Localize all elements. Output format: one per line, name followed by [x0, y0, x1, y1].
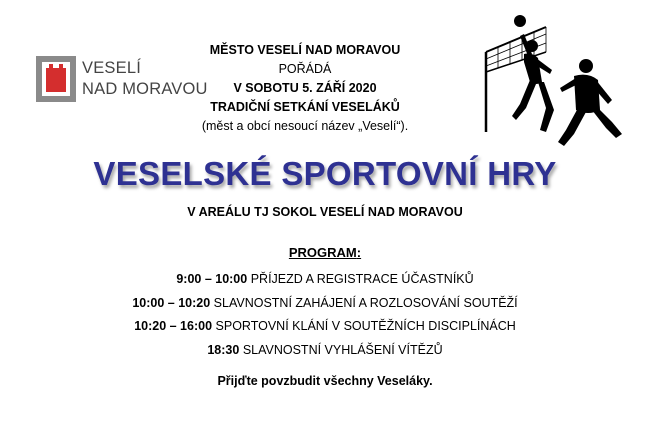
program-heading: [0, 245, 650, 260]
organizer: MĚSTO VESELÍ NAD MORAVOU: [209, 43, 401, 57]
event-name: TRADIČNÍ SETKÁNÍ VESELÁKŮ: [210, 100, 400, 114]
event-title: VESELSKÉ SPORTOVNÍ HRY: [93, 155, 557, 192]
program-item: [0, 315, 650, 339]
program-item-text: SPORTOVNÍ KLÁNÍ V SOUTĚŽNÍCH DISCIPLÍNÁCH: [215, 319, 516, 333]
program-item: [0, 268, 650, 292]
organizes-label: POŘÁDÁ: [278, 62, 332, 76]
event-header: [160, 41, 450, 136]
program-heading-label: PROGRAM: [288, 245, 357, 260]
event-venue: V AREÁLU TJ SOKOL VESELÍ NAD MORAVOU: [187, 205, 463, 219]
program-item-text: SLAVNOSTNÍ ZAHÁJENÍ A ROZLOSOVÁNÍ SOUTĚŽÍ: [213, 295, 518, 310]
program-item-text: SLAVNOSTNÍ VYHLÁŠENÍ VÍTĚZŮ: [242, 342, 443, 357]
program-list: [0, 268, 650, 362]
program-heading-suffix: :: [356, 245, 362, 260]
program-item-text: PŘÍJEZD A REGISTRACE ÚČASTNÍKŮ: [250, 272, 474, 286]
event-note: (měst a obcí nesoucí název „Veselí“).: [201, 119, 409, 133]
program-item: [0, 339, 650, 363]
logo-line-2: NAD MORAVOU: [82, 80, 208, 98]
program-item-time: 18:30: [207, 342, 240, 357]
program-item-time: 10:20 – 16:00: [134, 319, 213, 333]
program-item-time: 9:00 – 10:00: [176, 272, 248, 286]
event-date: V SOBOTU 5. ZÁŘÍ 2020: [233, 81, 377, 95]
veseli-logo-icon: [36, 56, 76, 102]
closing-invitation: Přijďte povzbudit všechny Veseláky.: [217, 374, 433, 388]
program-item: [0, 292, 650, 316]
program-item-time: 10:00 – 10:20: [132, 295, 211, 310]
volleyball-players-icon: [466, 12, 634, 150]
logo-line-1: VESELÍ: [82, 59, 141, 77]
